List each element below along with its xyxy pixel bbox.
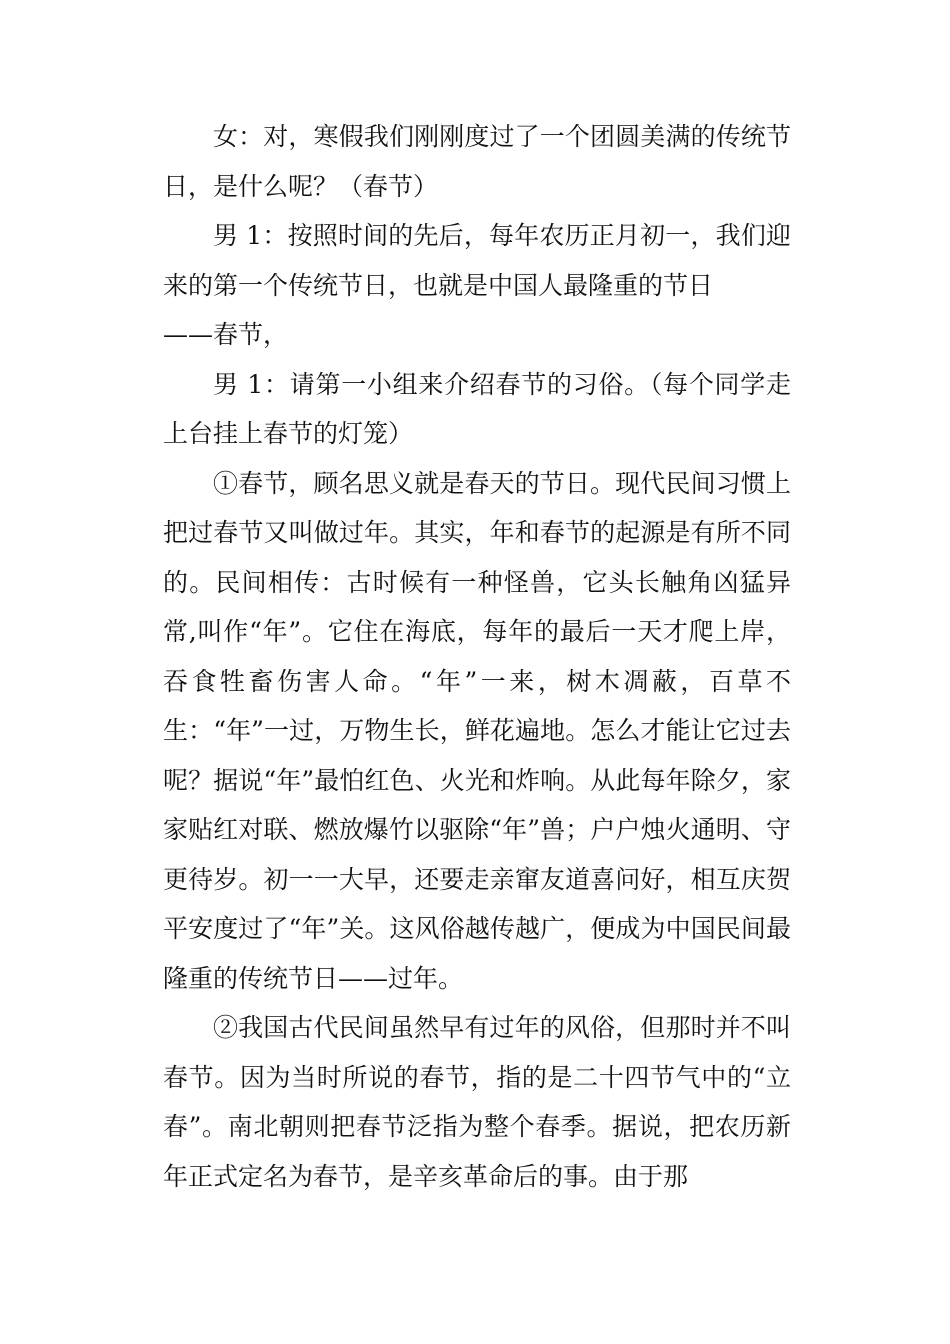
paragraph-spring-festival-history: ②我国古代民间虽然早有过年的风俗，但那时并不叫春节。因为当时所说的春节，指的是二十四节气中的“立春”。南北朝则把春节泛指为整个春季。据说，把农历新年正式定名为春节，是辛亥革命后的事。由于那: [163, 1013, 791, 1191]
document-page: [163, 112, 791, 1201]
paragraph-dialogue-boy-1-second: 男 1：请第一小组来介绍春节的习俗。（每个同学走上台挂上春节的灯笼）: [163, 369, 791, 448]
paragraph-spring-festival-origin: ①春节，顾名思义就是春天的节日。现代民间习惯上把过春节又叫做过年。其实，年和春节的起源是有所不同的。民间相传：古时候有一种怪兽，它头长触角凶猛异常,叫作“年”。它住在海底，每年的最后一天才爬上岸，吞食牲畜伤害人命。“年”一来，树木凋蔽，百草不生：“年”一过，万物生长，鲜花遍地。怎么才能让它过去呢？据说“年”最怕红色、火光和炸响。从此每年除夕，家家贴红对联、燃放爆竹以驱除“年”兽；户户烛火通明、守更待岁。初一一大早，还要走亲窜友道喜问好，相互庆贺平安度过了“年”关。这风俗越传越广，便成为中国民间最隆重的传统节日——过年。: [163, 468, 791, 993]
paragraph-dialogue-girl: 女：对，寒假我们刚刚度过了一个团圆美满的传统节日，是什么呢？（春节）: [163, 122, 791, 201]
paragraph-dialogue-boy-1: 男 1：按照时间的先后，每年农历正月初一，我们迎来的第一个传统节日，也就是中国人最隆重的节日: [163, 221, 791, 300]
paragraph-spring-festival-dash: ——春节，: [163, 320, 289, 349]
